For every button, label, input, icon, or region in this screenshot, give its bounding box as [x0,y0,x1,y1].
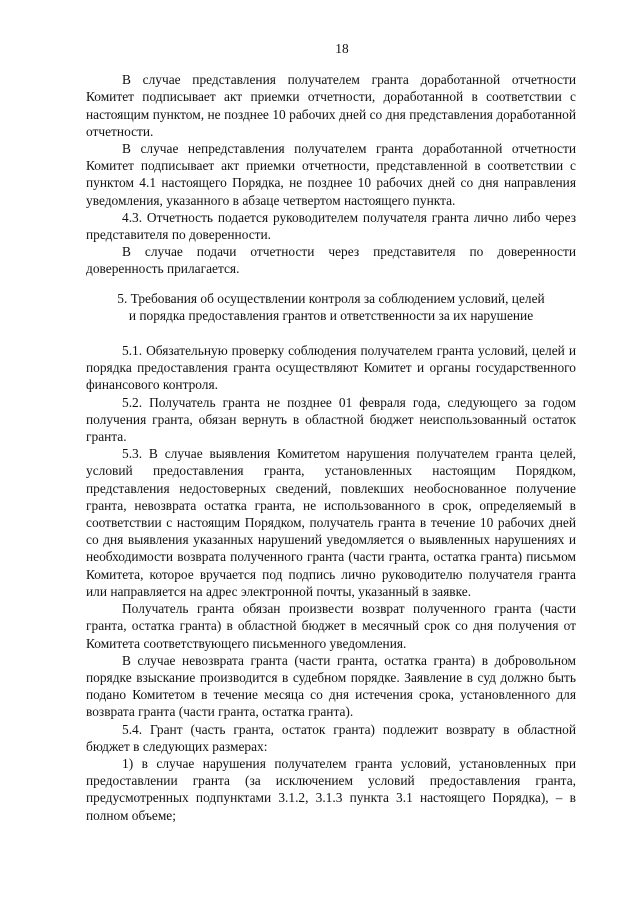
paragraph: 5.2. Получатель гранта не позднее 01 февраля года, следующего за годом получения гранта, обязан вернуть в областной бюджет неиспользованный остаток гранта. [86,394,576,445]
paragraph: 1) в случае нарушения получателем гранта условий, установленных при предоставлении гранта (за исключением условий предоставления гранта, предусмотренных подпунктами 3.1.2, 3.1.3 пункта 3.1 настоящего Порядка), – в полном объеме; [86,755,576,823]
section-heading [86,290,576,324]
section-heading-line: 5. Требования об осуществлении контроля за соблюдением условий, целей [117,290,545,306]
paragraph: В случае представления получателем гранта доработанной отчетности Комитет подписывает акт приемки отчетности, доработанной в соответствии с настоящим пунктом, не позднее 10 рабочих дней со дня представления доработанной отчетности. [86,72,576,139]
paragraph: В случае невозврата гранта (части гранта, остатка гранта) в добровольном порядке взыскание производится в судебном порядке. Заявление в суд должно быть подано Комитетом в течение месяца со дня истечения срока, установленного для возврата гранта (части гранта, остатка гранта). [86,652,576,720]
page-number: 18 [335,41,349,56]
paragraph: В случае подачи отчетности через представителя по доверенности доверенность прилагается. [86,244,576,277]
section-heading-line: и порядка предоставления грантов и ответственности за их нарушение [128,307,534,323]
paragraph: 5.1. Обязательную проверку соблюдения получателем гранта условий, целей и порядка предоставления гранта осуществляют Комитет и органы государственного финансового контроля. [86,343,576,393]
paragraph: 5.3. В случае выявления Комитетом нарушения получателем гранта целей, условий предоставления гранта, установленных настоящим Порядком, представления недостоверных сведений, повлекших необоснованное получение гранта, невозврата остатка гранта, не использованного в срок, определяемый в соответствии с настоящим Порядком, получатель гранта в течение 10 рабочих дней со дня выявления указанных нарушений уведомляется о выявленных нарушениях и необходимости возврата полученного гранта (части гранта, остатка гранта) письмом Комитета, которое вручается под подпись лично руководителю получателя гранта или направляется на адрес электронной почты, указанный в заявке. [86,446,576,599]
paragraph: 5.4. Грант (часть гранта, остаток гранта) подлежит возврату в областной бюджет в следующих размерах: [86,721,576,754]
paragraph: В случае непредставления получателем гранта доработанной отчетности Комитет подписывает акт приемки отчетности, представленной в соответствии с пунктом 4.1 настоящего Порядка, не позднее 10 рабочих дней со дня направления уведомления, указанного в абзаце четвертом настоящего пункта. [86,141,576,208]
paragraph: 4.3. Отчетность подается руководителем получателя гранта лично либо через представителя по доверенности. [86,209,576,243]
paragraph: Получатель гранта обязан произвести возврат полученного гранта (части гранта, остатка гранта) в областной бюджет в месячный срок со дня получения от Комитета соответствующего письменного уведомления. [86,601,576,651]
